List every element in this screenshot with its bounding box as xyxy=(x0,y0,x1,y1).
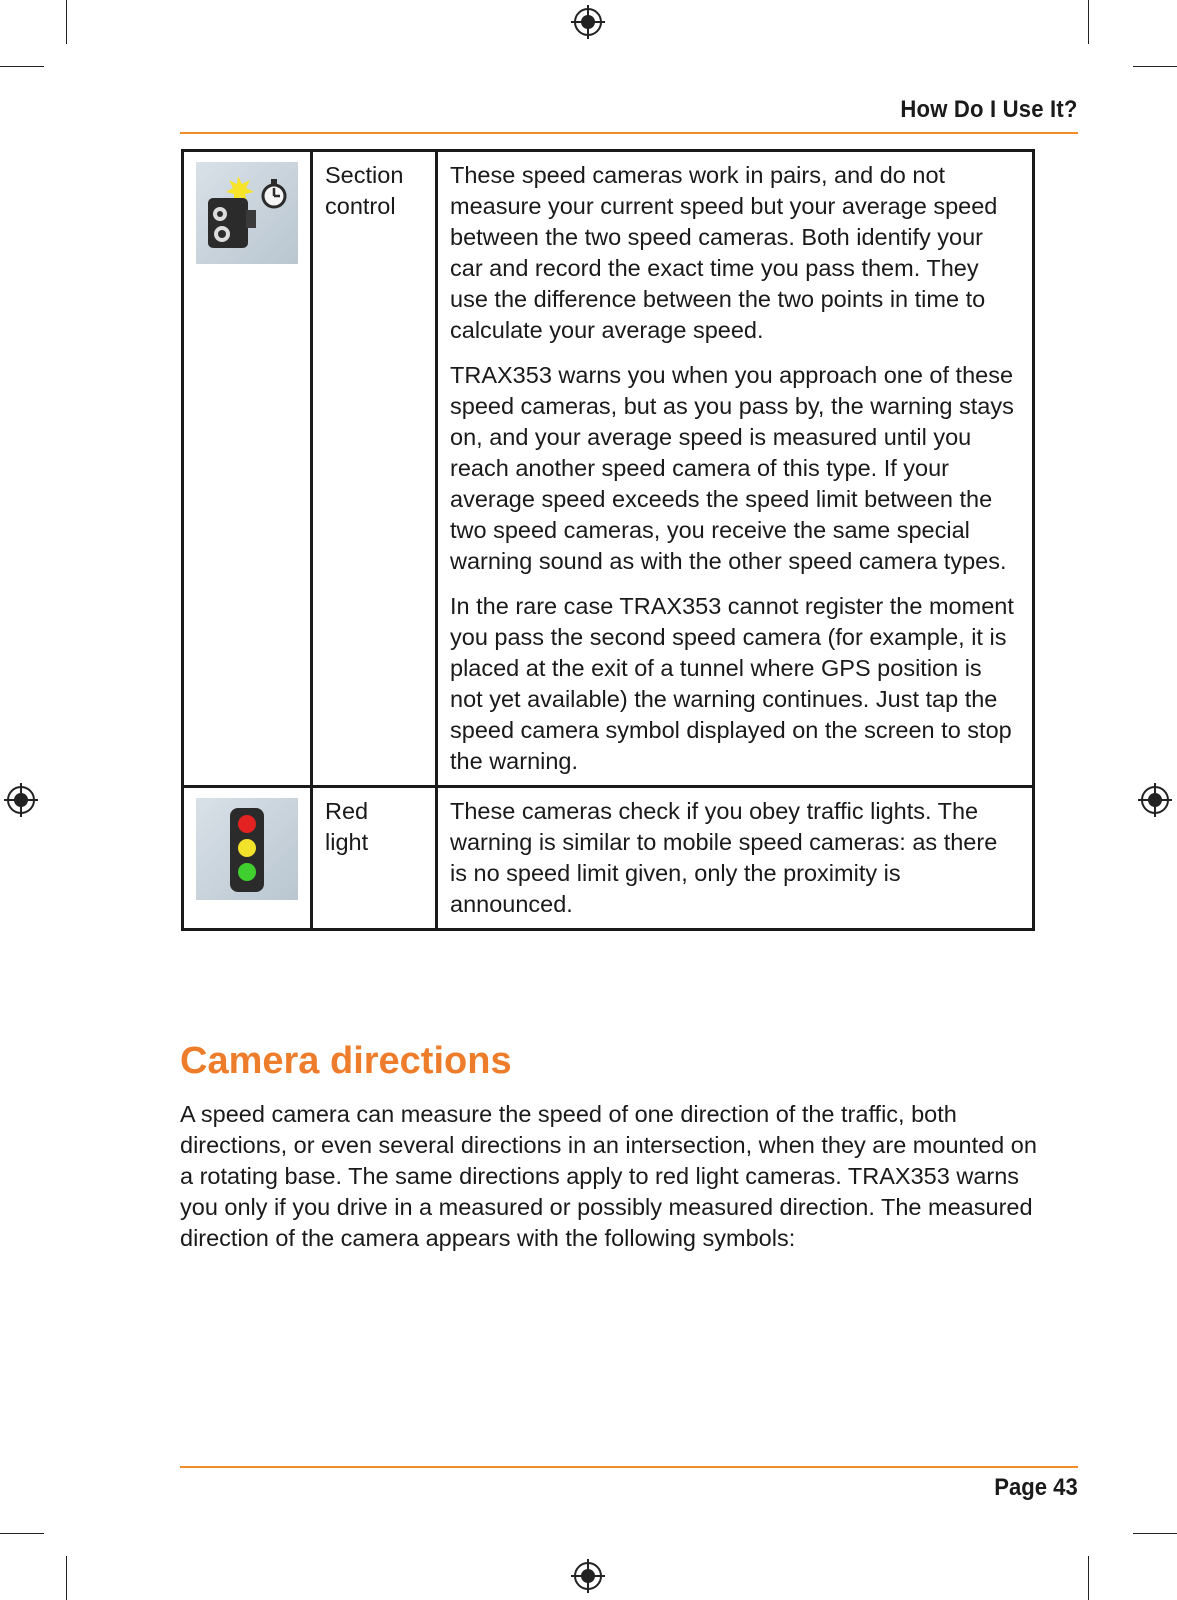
camera-type-name xyxy=(312,151,437,787)
icon-cell xyxy=(183,151,312,787)
crop-mark xyxy=(1133,1533,1177,1534)
description-paragraph: These speed cameras work in pairs, and do not measure your current speed but your average speed between the two speed cameras. Both identify your car and record the exact time you pass them. They use the difference between the two points in time to calculate your average speed. xyxy=(450,162,998,343)
page-number: Page 43 xyxy=(994,1474,1078,1501)
camera-type-description xyxy=(437,151,1034,787)
running-head: How Do I Use It? xyxy=(900,96,1078,123)
camera-type-description xyxy=(437,787,1034,930)
registration-mark-icon xyxy=(571,1559,605,1593)
crop-mark xyxy=(1133,66,1177,67)
registration-mark-icon xyxy=(4,783,38,817)
crop-mark xyxy=(66,1556,67,1600)
registration-mark-icon xyxy=(1138,783,1172,817)
footer-rule xyxy=(180,1466,1078,1468)
section-control-camera-icon xyxy=(196,162,298,264)
camera-type-name-line: Section xyxy=(325,162,404,188)
camera-types-table xyxy=(181,149,1035,931)
table-row xyxy=(183,787,1034,930)
traffic-light-icon xyxy=(196,798,298,900)
table-row xyxy=(183,151,1034,787)
section-heading: Camera directions xyxy=(180,1040,512,1082)
registration-mark-icon xyxy=(571,5,605,39)
crop-mark xyxy=(1088,0,1089,44)
camera-type-name-line: control xyxy=(325,193,396,219)
crop-mark xyxy=(66,0,67,44)
crop-mark xyxy=(0,1533,44,1534)
description-paragraph: TRAX353 warns you when you approach one of these speed cameras, but as you pass by, the warning stays on, and your average speed is measured until you reach another speed camera of this type. If your average speed exceeds the speed limit between the two speed cameras, you receive the same special warning sound as with the other speed camera types. xyxy=(450,362,1014,574)
header-rule xyxy=(180,132,1078,134)
crop-mark xyxy=(1088,1556,1089,1600)
icon-cell xyxy=(183,787,312,930)
description-paragraph: In the rare case TRAX353 cannot register the moment you pass the second speed camera (for example, it is placed at the exit of a tunnel where GPS position is not yet available) the warning continues. Just tap the speed camera symbol displayed on the screen to stop the warning. xyxy=(450,593,1014,774)
camera-type-name-line: light xyxy=(325,829,369,855)
crop-mark xyxy=(0,66,44,67)
section-body: A speed camera can measure the speed of one direction of the traffic, both directions, or even several directions in an intersection, when they are mounted on a rotating base. The same directions apply to red light cameras. TRAX353 warns you only if you drive in a measured or possibly measured direction. The measured direction of the camera appears with the following symbols: xyxy=(180,1101,1037,1251)
description-paragraph: These cameras check if you obey traffic lights. The warning is similar to mobile speed cameras: as there is no speed limit given, only the proximity is announced. xyxy=(450,798,998,917)
camera-type-name xyxy=(312,787,437,930)
camera-type-name-line: Red xyxy=(325,798,369,824)
